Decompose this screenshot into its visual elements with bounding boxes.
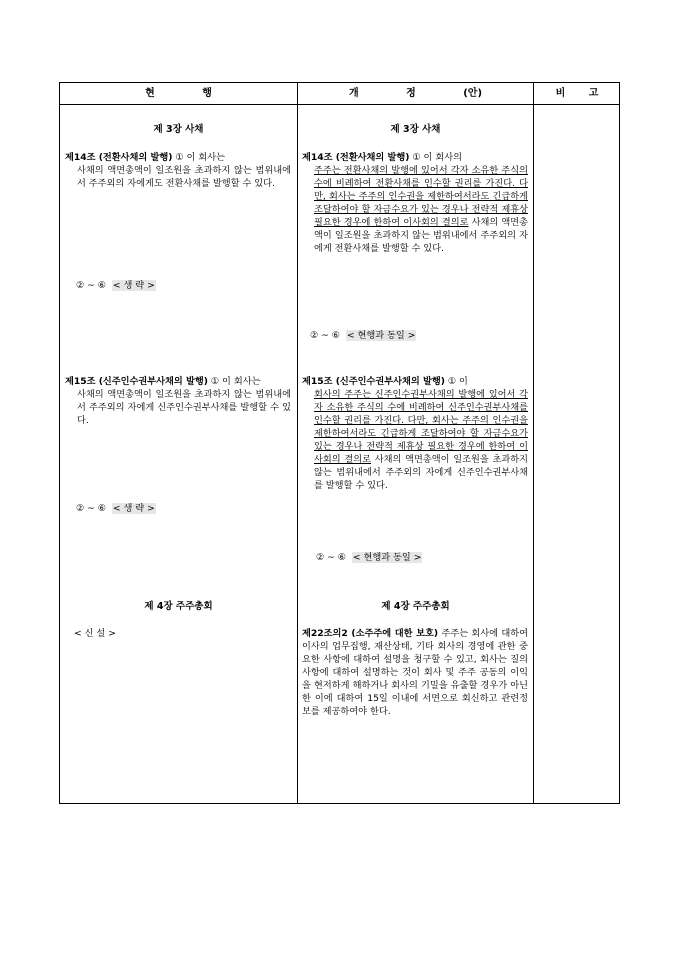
revised-art15-rest: 사채의 액면총액이 일조원을 초과하지 않는 범위내에서 주주외의 자에게 신주인수권부사채를 발행할 수 있다. <box>314 454 528 491</box>
current-art15-heading: 제15조 (신주인수권부사채의 발행) <box>65 376 208 387</box>
current-chapter4-title: 제 4장 주주총회 <box>144 601 213 612</box>
revised-art15 <box>302 375 528 492</box>
header-remarks: 비 고 <box>555 88 599 99</box>
header-revised: 개 정 (안) <box>348 88 483 99</box>
current-art15-note <box>76 502 156 515</box>
header-divider <box>60 104 619 105</box>
revised-art14-body <box>302 164 528 255</box>
revised-art15-underlined: 회사의 주주는 신주인수권부사채의 발행에 있어서 각자 소유한 주식의 수에 비례하여 신주인수권부사채를 인수할 권리를 가진다. 다만, 회사는 주주의 인수권을 제한하여서라도 긴급하게 조달하여야 할 자금수요가 있는 경우나 전략적 제휴상 필요한 경우에 한하여 이사회의 결의로 <box>314 389 528 465</box>
header-current: 현 행 <box>145 88 212 99</box>
revised-art15-note-tag: < 현행과 동일 > <box>352 552 422 563</box>
current-art14-body: 사채의 액면총액이 일조원을 초과하지 않는 범위내에서 주주외의 자에게도 전환사채를 발행할 수 있다. <box>77 165 291 189</box>
revised-art14-intro: ① 이 회사의 <box>412 152 462 163</box>
current-chapter3-title: 제 3장 사채 <box>153 124 204 135</box>
revised-art22 <box>302 627 528 718</box>
revised-art14-underlined: 주주는 전환사채의 발행에 있어서 각자 소유한 주식의 수에 비례하여 전환사채를 인수할 권리를 가진다. 다만, 회사는 주주의 인수권을 제한하여서라도 긴급하게 조달하여야 할 자금수요가 있는 경우나 전략적 제휴상 필요한 경우에 한하여 이사회의 결의로 <box>314 165 528 228</box>
column-divider <box>533 83 534 803</box>
current-art15-note-num: ② ~ ⑥ <box>76 503 107 514</box>
revised-art14-note <box>310 329 416 342</box>
revised-art22-heading: 제22조의2 (소주주에 대한 보호) <box>302 628 439 639</box>
revised-art15-body <box>302 388 528 492</box>
comparison-table <box>59 82 620 804</box>
column-divider <box>297 83 298 803</box>
current-art14-note-num: ② ~ ⑥ <box>76 280 107 291</box>
current-art14-intro: ① 이 회사는 <box>175 152 225 163</box>
current-new-note: < 신 설 > <box>74 628 116 639</box>
revised-art15-note-num: ② ~ ⑥ <box>316 552 347 563</box>
current-art14 <box>65 151 291 190</box>
revised-art14-note-tag: < 현행과 동일 > <box>346 330 416 341</box>
current-art14-heading: 제14조 (전환사채의 발행) <box>65 152 173 163</box>
revised-art14 <box>302 151 528 255</box>
current-art15 <box>65 375 291 427</box>
revised-art14-rest: 사채의 액면총액이 일조원을 초과하지 않는 범위내에서 주주외의 자에게 전환사채를 발행할 수 있다. <box>314 217 528 254</box>
current-art14-note-tag: < 생 략 > <box>112 280 155 291</box>
revised-art15-note <box>316 551 422 564</box>
current-art15-intro: ① 이 회사는 <box>210 376 261 387</box>
revised-chapter3-title: 제 3장 사채 <box>390 124 441 135</box>
revised-art14-note-num: ② ~ ⑥ <box>310 330 341 341</box>
revised-chapter4-title: 제 4장 주주총회 <box>381 601 450 612</box>
revised-art15-heading: 제15조 (신주인수권부사채의 발행) <box>302 376 445 387</box>
revised-art22-body: 주주는 회사에 대하여 이사의 업무집행, 재산상태, 기타 회사의 경영에 관한 중요한 사항에 대하여 설명을 청구할 수 있고, 회사는 질의사항에 대하여 설명하는 것이 회사 및 주주 공동의 이익을 현저하게 해하거나 회사의 기밀을 유출할 경우가 아닌 한 이에 대하여 15일 이내에 서면으로 회신하고 관련정보를 제공하여야 한다. <box>302 628 529 717</box>
current-art15-body: 사채의 액면총액이 일조원을 초과하지 않는 범위내에서 주주외의 자에게 신주인수권부사채를 발행할 수 있다. <box>77 389 291 426</box>
current-art14-note <box>76 279 156 292</box>
current-art15-note-tag: < 생 략 > <box>112 503 155 514</box>
revised-art15-intro: ① 이 <box>447 376 468 387</box>
revised-art14-heading: 제14조 (전환사채의 발행) <box>302 152 410 163</box>
